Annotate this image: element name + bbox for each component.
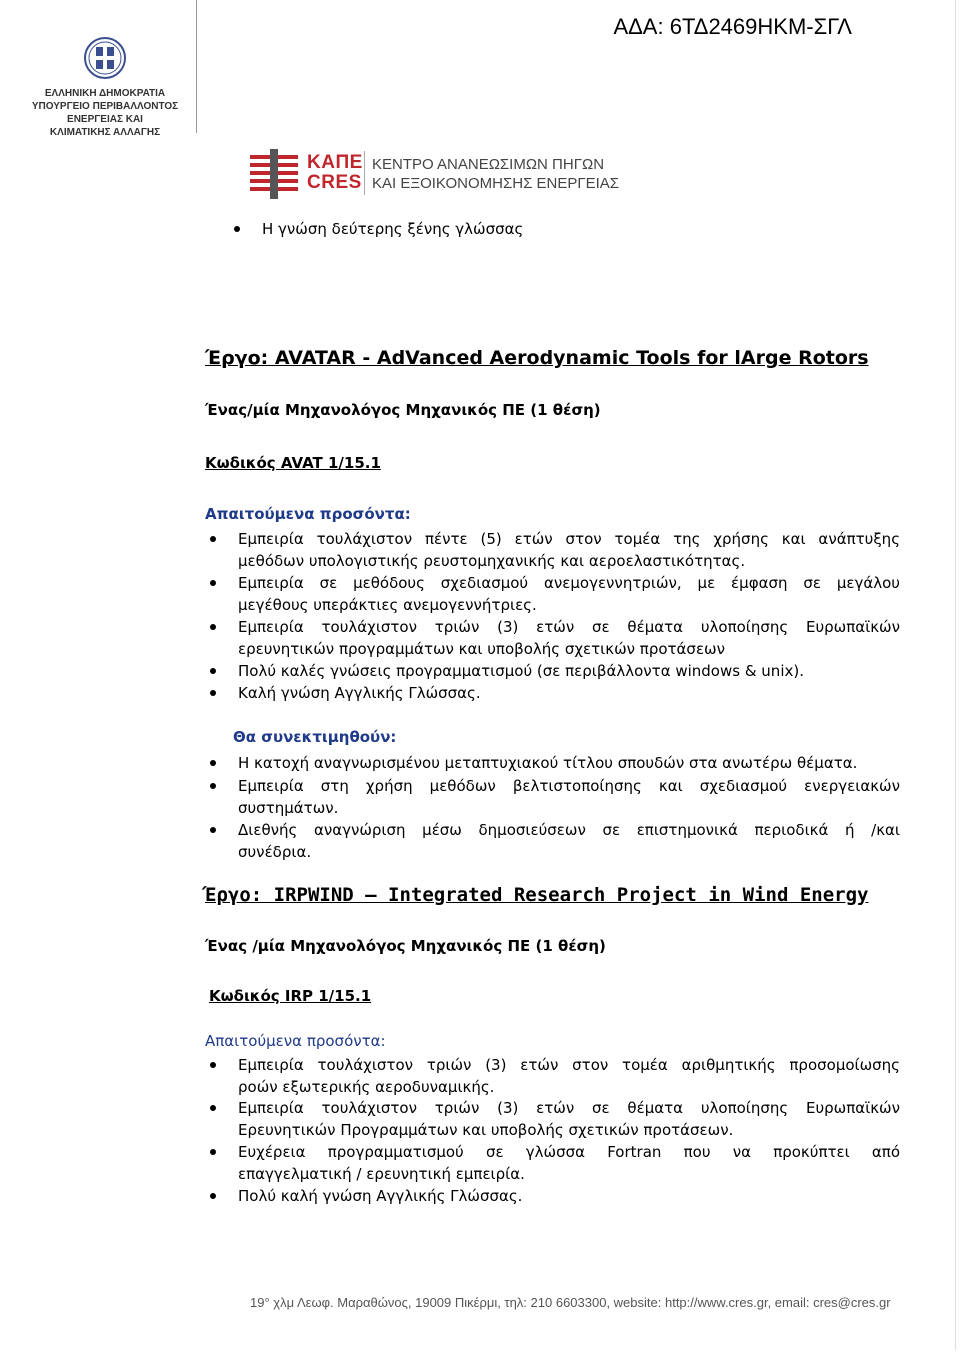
project2-code: Κωδικός IRP 1/15.1 (209, 987, 372, 1005)
project2-position: Ένας /μία Μηχανολόγος Μηχανικός ΠΕ (1 θέση) (205, 937, 606, 955)
p2-req-3-line-2: επαγγελματική / ερευνητική εμπειρία. (238, 1165, 525, 1183)
p1-pref-3-line-2: συνέδρια. (238, 843, 312, 861)
page-edge (955, 0, 956, 1350)
kape-fullname (372, 155, 619, 193)
project2-title: Έργο: IRPWIND — Integrated Research Project in Wind Energy (205, 884, 869, 906)
p1-pref-2-line-1: Εμπειρία στη χρήση μεθόδων βελτιστοποίησης και σχεδιασμού ενεργειακών (238, 777, 900, 795)
p1-req-4: Πολύ καλές γνώσεις προγραμματισμού (σε περιβάλλοντα windows & unix). (238, 662, 804, 680)
kape-divider (364, 151, 365, 195)
p1-req-3-line-2: ερευνητικών προγραμμάτων και υποβολής σχετικών προτάσεων (238, 640, 725, 658)
project1-position: Ένας/μία Μηχανολόγος Μηχανικός ΠΕ (1 θέση) (205, 401, 601, 419)
kape-name-line-2: ΚΑΙ ΕΞΟΙΚΟΝΟΜΗΣΗΣ ΕΝΕΡΓΕΙΑΣ (372, 175, 620, 192)
ministry-logo (20, 35, 190, 139)
project1-title: Έργο: AVATAR - AdVanced Aerodynamic Tools for lArge Rotors (205, 347, 869, 369)
kape-acronym-gr: ΚΑΠΕ (307, 152, 363, 173)
kape-name-line-1: ΚΕΝΤΡΟ ΑΝΑΝΕΩΣΙΜΩΝ ΠΗΓΩΝ (372, 156, 605, 173)
p2-req-4: Πολύ καλή γνώση Αγγλικής Γλώσσας. (238, 1187, 523, 1205)
footer-address: 19° χλμ Λεωφ. Μαραθώνος, 19009 Πικέρμι, τηλ: 210 6603300, website: http://www.cres.gr, email: cres@cres.gr (250, 1295, 891, 1310)
p2-req-2-line-2: Ερευνητικών Προγραμμάτων και υποβολής σχετικών προτάσεων. (238, 1121, 734, 1139)
ministry-line-2: ΥΠΟΥΡΓΕΙΟ ΠΕΡΙΒΑΛΛΟΝΤΟΣ (31, 101, 179, 112)
kape-mark-icon (246, 147, 302, 201)
header-divider (196, 0, 197, 133)
p1-req-1-line-1: Εμπειρία τουλάχιστον πέντε (5) ετών στον τομέα της χρήσης και ανάπτυξης (238, 530, 900, 548)
p2-req-1-line-2: ροών εξωτερικής αεροδυναμικής. (238, 1078, 495, 1096)
p1-pref-1: Η κατοχή αναγνωρισμένου μεταπτυχιακού τίτλου σπουδών στα ανωτέρω θέματα. (238, 754, 858, 772)
p1-pref-3-line-1: Διεθνής αναγνώριση μέσω δημοσιεύσεων σε επιστημονικά περιοδικά ή /και (238, 821, 900, 839)
p2-req-2-line-1: Εμπειρία τουλάχιστον τριών (3) ετών σε θέματα υλοποίησης Ευρωπαϊκών (238, 1099, 900, 1117)
kape-acronym-en: CRES (307, 172, 362, 193)
ministry-line-4: ΚΛΙΜΑΤΙΚΗΣ ΑΛΛΑΓΗΣ (49, 127, 161, 138)
project1-code: Κωδικός AVAT 1/15.1 (205, 454, 381, 472)
p2-req-3-line-1: Ευχέρεια προγραμματισμού σε γλώσσα Fortran που να προκύπτει από (238, 1143, 900, 1161)
p1-req-2-line-1: Εμπειρία σε μεθόδους σχεδιασμού ανεμογεννητριών, με έμφαση σε μεγάλου (238, 574, 900, 592)
project2-required-heading: Απαιτούμενα προσόντα: (205, 1032, 386, 1050)
p1-req-5: Καλή γνώση Αγγλικής Γλώσσας. (238, 684, 481, 702)
project1-required-heading: Απαιτούμενα προσόντα: (205, 505, 411, 523)
kape-acronym (307, 153, 363, 193)
p1-req-3-line-1: Εμπειρία τουλάχιστον τριών (3) ετών σε θέματα υλοποίησης Ευρωπαϊκών (238, 618, 900, 636)
ministry-line-3: ΕΝΕΡΓΕΙΑΣ ΚΑΙ (67, 114, 143, 125)
p2-req-1-line-1: Εμπειρία τουλάχιστον τριών (3) ετών στον τομέα αριθμητικής προσομοίωσης (238, 1056, 900, 1074)
ada-code: ΑΔΑ: 6ΤΔ2469ΗΚΜ-ΣΓΛ (613, 14, 852, 39)
intro-bullet: Η γνώση δεύτερης ξένης γλώσσας (262, 220, 524, 238)
p1-req-2-line-2: μεγέθους υπεράκτιες ανεμογεννήτριες. (238, 596, 537, 614)
p1-req-1-line-2: μεθόδων υπολογιστικής ρευστομηχανικής και αεροελαστικότητας. (238, 552, 746, 570)
greek-crest-icon (83, 35, 127, 81)
p1-pref-2-line-2: συστημάτων. (238, 799, 339, 817)
ministry-line-1: ΕΛΛΗΝΙΚΗ ΔΗΜΟΚΡΑΤΙΑ (44, 88, 166, 99)
project1-preferred-heading: Θα συνεκτιμηθούν: (233, 728, 397, 746)
